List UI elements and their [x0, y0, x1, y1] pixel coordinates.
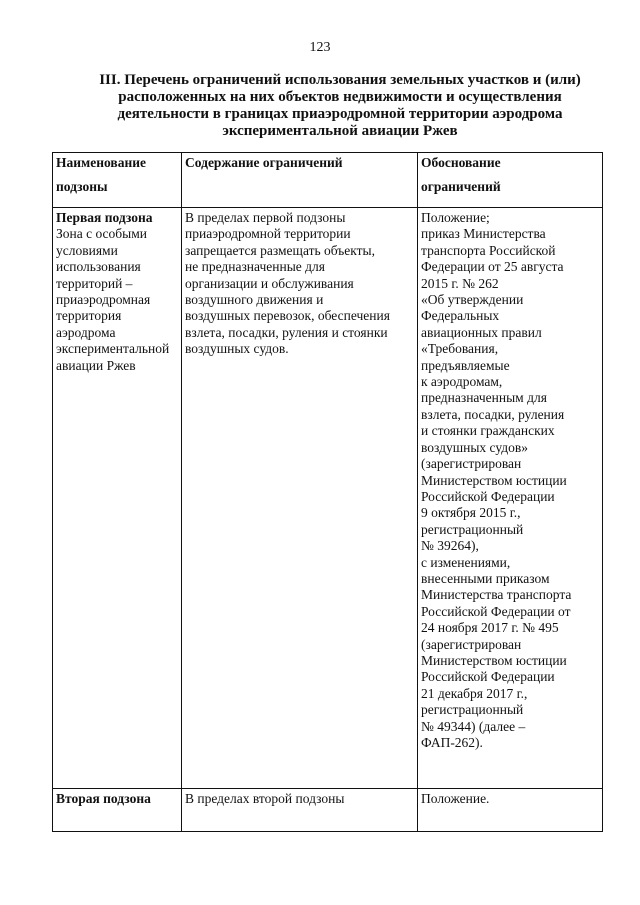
- restrictions-content-cell: [182, 208, 418, 789]
- basis-line: Федеральных: [421, 308, 500, 324]
- content-line: В пределах второй подзоны: [185, 791, 345, 806]
- content-line: воздушных судов.: [185, 341, 289, 357]
- subzone-cell: [53, 208, 182, 789]
- subzone-description-line: приаэродромная: [56, 292, 151, 308]
- basis-line: 24 ноября 2017 г. № 495: [421, 620, 559, 636]
- basis-line: (зарегистрирован: [421, 456, 522, 472]
- content-line: взлета, посадки, руления и стоянки: [185, 324, 388, 340]
- basis-line: № 49344) (далее –: [421, 718, 526, 734]
- section-title-line: III. Перечень ограничений использования земельных участков и (или): [99, 72, 581, 88]
- restrictions-table: [52, 152, 603, 832]
- basis-line: 21 декабря 2017 г.,: [421, 685, 528, 701]
- basis-line: 2015 г. № 262: [421, 275, 499, 291]
- subzone-name: Вторая подзона: [56, 791, 151, 806]
- basis-line: Министерством юстиции: [421, 652, 567, 668]
- basis-line: № 39264),: [421, 538, 479, 554]
- header-text: подзоны: [56, 179, 108, 195]
- subzone-description-line: авиации Ржев: [56, 357, 136, 373]
- subzone-description-line: Зона с особыми: [56, 226, 148, 242]
- basis-line: взлета, посадки, руления: [421, 406, 565, 422]
- basis-line: Положение.: [421, 791, 490, 806]
- content-line: запрещается размещать объекты,: [185, 242, 376, 258]
- content-line: не предназначенные для: [185, 259, 325, 275]
- basis-line: Российской Федерации от: [421, 603, 571, 619]
- basis-line: к аэродромам,: [421, 374, 503, 390]
- section-title-line: расположенных на них объектов недвижимости и осуществления: [118, 89, 562, 105]
- basis-line: (зарегистрирован: [421, 636, 522, 652]
- basis-line: Федерации от 25 августа: [421, 259, 564, 275]
- section-title: [90, 72, 590, 140]
- restrictions-content-cell: [182, 789, 418, 832]
- content-line: приаэродромной территории: [185, 226, 351, 242]
- basis-line: предназначенным для: [421, 390, 547, 406]
- basis-line: «Требования,: [421, 341, 499, 357]
- section-title-line: деятельности в границах приаэродромной территории аэродрома: [117, 106, 563, 122]
- content-line: организации и обслуживания: [185, 275, 354, 291]
- page-number: 123: [309, 40, 331, 55]
- header-subzone-name: [53, 153, 182, 208]
- basis-line: внесенными приказом: [421, 570, 550, 586]
- table-row: [53, 789, 603, 832]
- basis-line: предъявляемые: [421, 357, 510, 373]
- basis-line: Министерством юстиции: [421, 472, 567, 488]
- basis-line: Российской Федерации: [421, 488, 555, 504]
- subzone-name: Первая подзона: [56, 210, 153, 225]
- restrictions-basis-cell: [418, 789, 603, 832]
- header-text: Обоснование: [421, 155, 501, 170]
- basis-line: Российской Федерации: [421, 669, 555, 685]
- basis-line: Положение;: [421, 210, 490, 225]
- subzone-description-line: территорий –: [56, 275, 133, 291]
- header-restrictions-basis: [418, 153, 603, 208]
- basis-line: приказ Министерства: [421, 226, 546, 242]
- basis-line: регистрационный: [421, 702, 524, 718]
- table-row: [53, 208, 603, 789]
- basis-line: авиационных правил: [421, 324, 542, 340]
- content-line: В пределах первой подзоны: [185, 210, 346, 225]
- basis-line: ФАП-262).: [421, 735, 483, 750]
- subzone-cell: [53, 789, 182, 832]
- header-text: Содержание ограничений: [185, 155, 343, 170]
- header-text: ограничений: [421, 179, 501, 195]
- content-line: воздушных перевозок, обеспечения: [185, 308, 390, 324]
- basis-line: с изменениями,: [421, 554, 511, 570]
- basis-line: Министерства транспорта: [421, 587, 572, 603]
- section-title-line: экспериментальной авиации Ржев: [222, 123, 458, 139]
- content-line: воздушного движения и: [185, 292, 324, 308]
- subzone-description-line: экспериментальной: [56, 341, 170, 357]
- restrictions-basis-cell: [418, 208, 603, 789]
- basis-line: и стоянки гражданских: [421, 423, 555, 439]
- header-text: Наименование: [56, 155, 146, 170]
- header-restrictions-content: [182, 153, 418, 208]
- subzone-description-line: территория: [56, 308, 122, 324]
- basis-line: 9 октября 2015 г.,: [421, 505, 521, 521]
- subzone-description-line: использования: [56, 259, 141, 275]
- basis-line: транспорта Российской: [421, 242, 556, 258]
- subzone-description-line: аэродрома: [56, 324, 116, 340]
- subzone-description-line: условиями: [56, 242, 118, 258]
- basis-line: «Об утверждении: [421, 292, 524, 308]
- table-header-row: [53, 153, 603, 208]
- basis-line: воздушных судов»: [421, 439, 529, 455]
- basis-line: регистрационный: [421, 521, 524, 537]
